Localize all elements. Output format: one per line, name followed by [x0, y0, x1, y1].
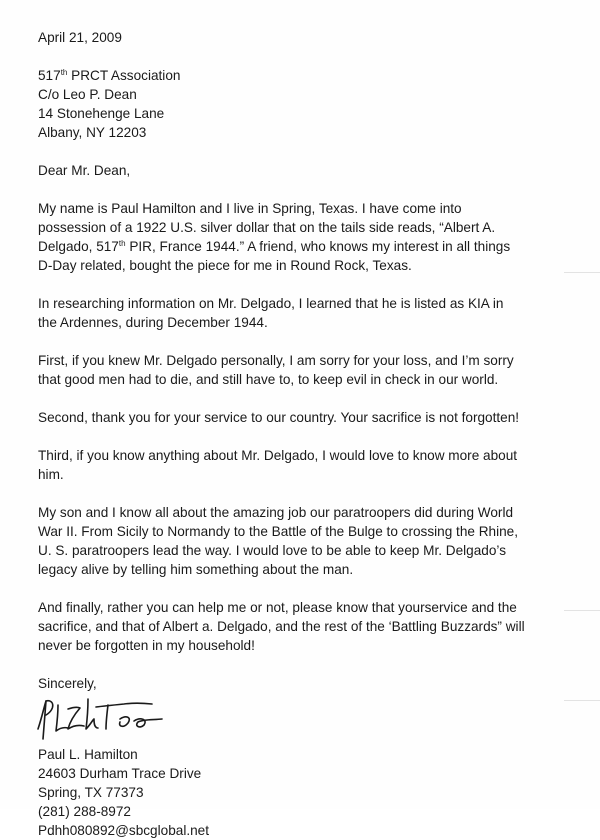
paragraph-line: that good men had to die, and still have to, to keep evil in check in our world.	[38, 372, 499, 387]
recipient-org	[38, 66, 586, 85]
signer-phone: (281) 288-8972	[38, 804, 131, 819]
recipient-org-ordinal: th	[60, 68, 68, 77]
paragraph-text: PIR, France 1944.” A friend, who knows my interest in all things	[125, 239, 511, 254]
paragraph-6	[38, 503, 586, 579]
scan-artifact	[564, 610, 600, 611]
paragraph-line: possession of a 1922 U.S. silver dollar that on the tails side reads, “Albert A.	[38, 220, 496, 235]
scan-artifact	[564, 700, 600, 701]
recipient-street: 14 Stonehenge Lane	[38, 106, 165, 121]
signer-block	[38, 745, 586, 840]
paragraph-4	[38, 408, 586, 427]
signer-city: Spring, TX 77373	[38, 785, 144, 800]
paragraph-2	[38, 294, 586, 332]
paragraph-line: sacrifice, and that of Albert a. Delgado, and the rest of the ‘Battling Buzzards” will	[38, 619, 525, 634]
scan-artifact	[564, 272, 600, 273]
signer-email: Pdhh080892@sbcglobal.net	[38, 823, 210, 838]
paragraph-line: U. S. paratroopers lead the way. I would love to be able to keep Mr. Delgado’s	[38, 543, 506, 558]
paragraph-line: War II. From Sicily to Normandy to the Battle of the Bulge to crossing the Rhine,	[38, 524, 519, 539]
paragraph-line: And finally, rather you can help me or not, please know that yourservice and the	[38, 600, 517, 615]
paragraph-line: never be forgotten in my household!	[38, 638, 255, 653]
recipient-city: Albany, NY 12203	[38, 125, 147, 140]
paragraph-line: D-Day related, bought the piece for me in Round Rock, Texas.	[38, 258, 412, 273]
paragraph-line: My son and I know all about the amazing job our paratroopers did during World	[38, 505, 514, 520]
closing: Sincerely,	[38, 676, 97, 691]
recipient-address	[38, 66, 586, 142]
paragraph-line: him.	[38, 467, 64, 482]
paragraph-1	[38, 199, 586, 275]
paragraph-line: the Ardennes, during December 1944.	[38, 315, 268, 330]
paragraph-5	[38, 446, 586, 484]
paragraph-7	[38, 598, 586, 655]
paragraph-line: Second, thank you for your service to our country. Your sacrifice is not forgotten!	[38, 410, 520, 425]
recipient-org-name: PRCT Association	[67, 68, 181, 83]
paragraph-line: In researching information on Mr. Delgado, I learned that he is listed as KIA in	[38, 296, 504, 311]
ordinal-suffix: th	[118, 239, 126, 248]
paragraph-text: Delgado, 517	[38, 239, 119, 254]
signer-name: Paul L. Hamilton	[38, 747, 138, 762]
paragraph-line	[38, 237, 586, 256]
paragraph-line: Third, if you know anything about Mr. Delgado, I would love to know more about	[38, 448, 518, 463]
handwritten-signature	[34, 695, 194, 743]
letter-date: April 21, 2009	[38, 30, 122, 45]
recipient-care-of: C/o Leo P. Dean	[38, 87, 137, 102]
salutation: Dear Mr. Dean,	[38, 163, 131, 178]
paragraph-3	[38, 351, 586, 389]
signer-street: 24603 Durham Trace Drive	[38, 766, 202, 781]
paragraph-line: My name is Paul Hamilton and I live in Spring, Texas. I have come into	[38, 201, 462, 216]
paragraph-line: legacy alive by telling him something about the man.	[38, 562, 354, 577]
paragraph-line: First, if you knew Mr. Delgado personally, I am sorry for your loss, and I’m sorry	[38, 353, 514, 368]
recipient-org-number: 517	[38, 68, 61, 83]
